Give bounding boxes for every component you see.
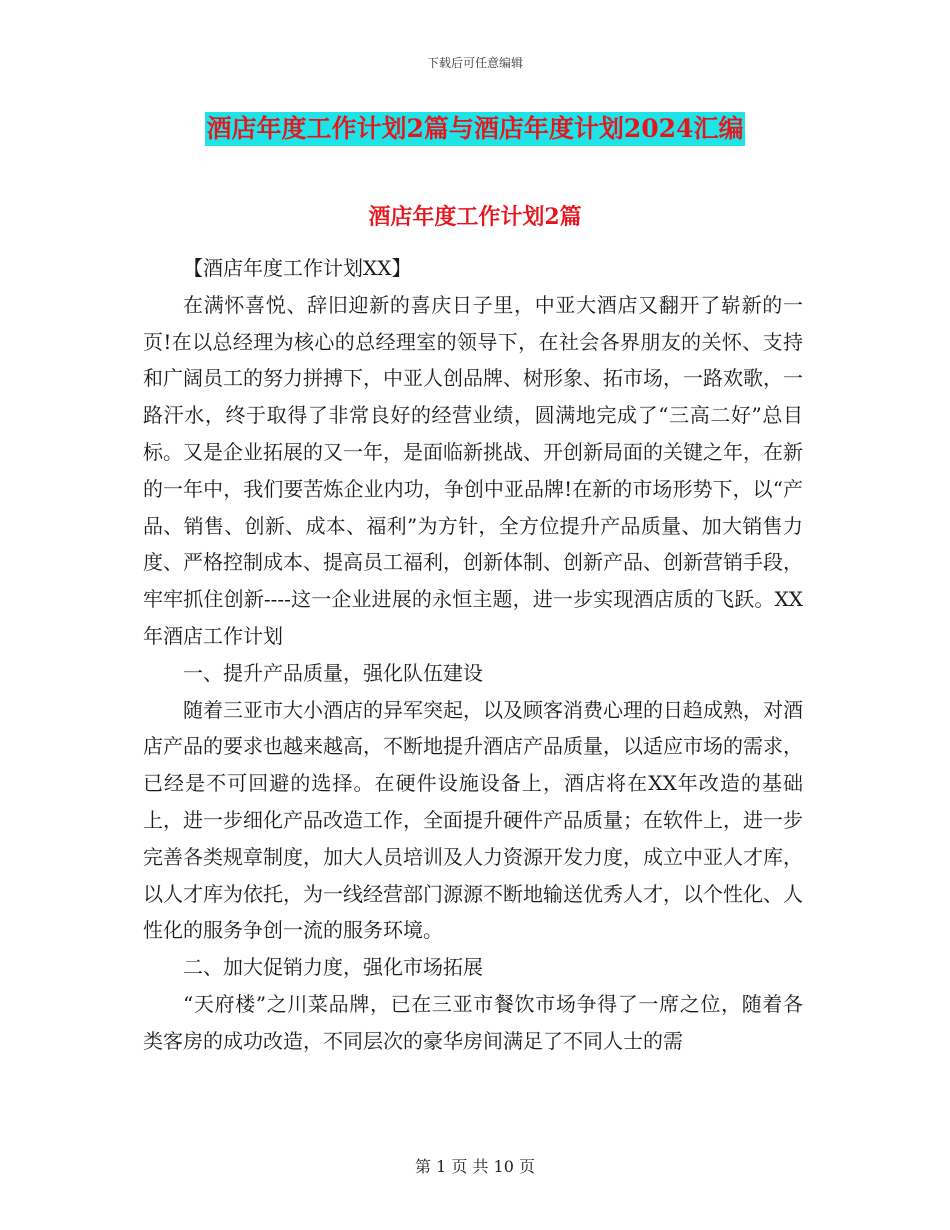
paragraph: 在满怀喜悦、辞旧迎新的喜庆日子里，中亚大酒店又翻开了崭新的一页!在以总经理为核心的总经理室的领导下，在社会各界朋友的关怀、支持和广阔员工的努力拼搏下，中亚人创品牌、树形象、拓市场，一路欢歌，一路汗水，终于取得了非常良好的经营业绩，圆满地完成了“三高二好”总目标。又是企业拓展的又一年，是面临新挑战、开创新局面的关键之年，在新的一年中，我们要苦炼企业内功，争创中亚品牌!在新的市场形势下，以“产品、销售、创新、成本、福利”为方针，全方位提升产品质量、加大销售力度、严格控制成本、提高员工福利，创新体制、创新产品、创新营销手段，牢牢抓住创新----这一企业进展的永恒主题，进一步实现酒店质的飞跃。XX年酒店工作计划 [143, 292, 803, 648]
page-header-note: 下载后可任意编辑 [426, 56, 523, 70]
section-heading: 一、提升产品质量，强化队伍建设 [183, 660, 483, 685]
paragraph: 随着三亚市大小酒店的异军突起，以及顾客消费心理的日趋成熟，对酒店产品的要求也越来越高，不断地提升酒店产品质量，以适应市场的需求，已经是不可回避的选择。在硬件设施设备上，酒店将在XX年改造的基础上，进一步细化产品改造工作，全面提升硬件产品质量；在软件上，进一步完善各类规章制度，加大人员培训及人力资源开发力度，成立中亚人才库，以人才库为依托，为一线经营部门源源不断地输送优秀人才，以个性化、人性化的服务争创一流的服务环境。 [143, 697, 803, 943]
document-title: 酒店年度工作计划2篇与酒店年度计划2024汇编 [205, 112, 746, 146]
document-body [143, 222, 803, 1060]
section-heading: 二、加大促销力度，强化市场拓展 [183, 955, 483, 980]
paragraph-heading: 【酒店年度工作计划XX】 [183, 256, 412, 280]
page-number: 第 1 页 共 10 页 [415, 1157, 535, 1176]
document-title-container [0, 112, 950, 146]
section-title: 酒店年度工作计划2篇 [368, 204, 582, 230]
paragraph: “天府楼”之川菜品牌，已在三亚市餐饮市场争得了一席之位，随着各类客房的成功改造，不同层次的豪华房间满足了不同人士的需 [143, 991, 803, 1053]
